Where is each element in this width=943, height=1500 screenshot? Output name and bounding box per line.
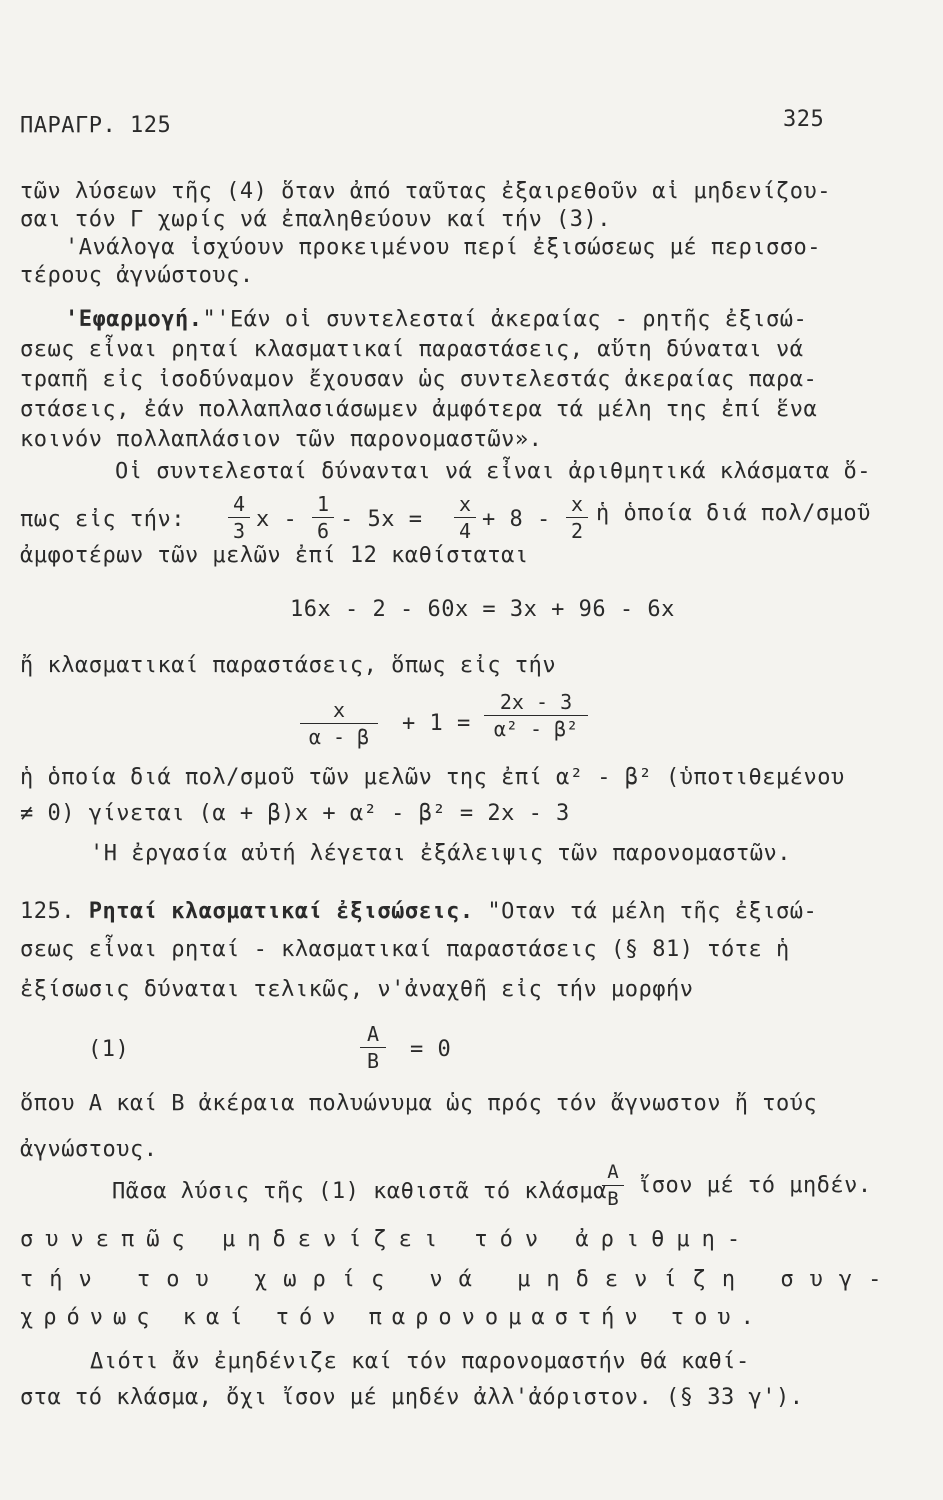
- text-line: τραπῆ εἰς ἰσοδύναμον ἔχουσαν ὡς συντελεστάς ἀκεραίας παρα-: [20, 367, 818, 392]
- example-heading: 'Εφαρμογή.: [65, 307, 203, 332]
- text-line: στα τό κλάσμα, ὄχι ἴσον μέ μηδέν ἀλλ'ἀόριστον. (§ 33 γ').: [20, 1385, 804, 1410]
- fraction: x α - β: [300, 698, 378, 749]
- equation-term: + 8 -: [482, 507, 551, 532]
- text-span: "'Εάν οἱ συντελεσταί ἀκεραίας - ρητῆς ἐξισώ-: [202, 307, 808, 332]
- text-line: ἐξίσωσις δύναται τελικῶς, ν'ἀναχθῆ εἰς τήν μορφήν: [20, 977, 694, 1002]
- text-line: 'Ανάλογα ἰσχύουν προκειμένου περί ἐξισώσεως μέ περισσο-: [65, 235, 821, 260]
- equation-term: x -: [256, 507, 298, 532]
- fraction: 2x - 3 α² - β²: [484, 690, 588, 741]
- equation-term: - 5x =: [340, 507, 423, 532]
- fraction: x 4: [454, 492, 476, 543]
- text-line: τήν του χωρίς νά μηδενίζη συγ-: [20, 1267, 898, 1292]
- fraction: 1 6: [312, 492, 334, 543]
- text-line: Οἱ συντελεσταί δύνανται νά εἶναι ἀριθμητικά κλάσματα ὅ-: [115, 459, 871, 484]
- equation-term: + 1 =: [402, 711, 471, 736]
- fraction: A B: [602, 1160, 624, 1211]
- text-span: "Οταν τά μέλη τῆς ἐξισώ-: [487, 899, 818, 924]
- text-line: ἡ ὁποία διά πολ/σμοῦ: [596, 501, 871, 526]
- text-line: ἀμφοτέρων τῶν μελῶν ἐπί 12 καθίσταται: [20, 543, 529, 568]
- text-line: σαι τόν Γ χωρίς νά ἐπαληθεύουν καί τήν (3).: [20, 207, 612, 232]
- text-line: [65, 306, 807, 334]
- text-line: συνεπῶς μηδενίζει τόν ἀριθμη-: [20, 1227, 753, 1252]
- text-line: χρόνως καί τόν παρονομαστήν του.: [20, 1305, 764, 1330]
- fraction: A B: [360, 1022, 386, 1073]
- text-line: τέρους ἀγνώστους.: [20, 263, 254, 288]
- fraction: x 2: [566, 492, 588, 543]
- text-line: ὅπου Α καί Β ἀκέραια πολυώνυμα ὡς πρός τόν ἄγνωστον ἤ τούς: [20, 1091, 818, 1116]
- running-header-section: ΠΑΡΑΓΡ. 125: [20, 113, 172, 138]
- text-line: ≠ 0) γίνεται (α + β)x + α² - β² = 2x - 3: [20, 801, 570, 826]
- section-number: 125.: [20, 899, 75, 924]
- text-line: ἴσον μέ τό μηδέν.: [638, 1173, 872, 1198]
- text-line: ἤ κλασματικαί παραστάσεις, ὅπως εἰς τήν: [20, 653, 557, 678]
- equation-term: = 0: [410, 1037, 452, 1062]
- text-line: τῶν λύσεων τῆς (4) ὅταν ἀπό ταῦτας ἐξαιρεθοῦν αἱ μηδενίζου-: [20, 179, 831, 204]
- equation: 16x - 2 - 60x = 3x + 96 - 6x: [290, 597, 675, 622]
- text-line: Διότι ἄν ἐμηδένιζε καί τόν παρονομαστήν θά καθί-: [90, 1349, 750, 1374]
- text-line: [20, 898, 817, 926]
- text-line: 'Η ἐργασία αὐτή λέγεται ἐξάλειψις τῶν παρονομαστῶν.: [90, 841, 792, 866]
- text-line: Πᾶσα λύσις τῆς (1) καθιστᾶ τό κλάσμα: [112, 1179, 607, 1204]
- text-line: πως εἰς τήν:: [20, 507, 185, 532]
- text-line: κοινόν πολλαπλάσιον τῶν παρονομαστῶν».: [20, 427, 543, 452]
- fraction: 4 3: [228, 492, 250, 543]
- text-line: σεως εἶναι ρηταί κλασματικαί παραστάσεις, αὕτη δύναται νά: [20, 337, 804, 362]
- text-line: σεως εἶναι ρηταί - κλασματικαί παραστάσεις (§ 81) τότε ἡ: [20, 937, 790, 962]
- text-line: ἡ ὁποία διά πολ/σμοῦ τῶν μελῶν της ἐπί α² - β² (ὑποτιθεμένου: [20, 765, 845, 790]
- section-title: Ρηταί κλασματικαί ἐξισώσεις.: [88, 899, 474, 924]
- text-line: στάσεις, ἐάν πολλαπλασιάσωμεν ἀμφότερα τά μέλη της ἐπί ἕνα: [20, 397, 818, 422]
- text-line: ἀγνώστους.: [20, 1137, 158, 1162]
- equation-label: (1): [88, 1037, 130, 1062]
- page-number: 325: [783, 107, 825, 132]
